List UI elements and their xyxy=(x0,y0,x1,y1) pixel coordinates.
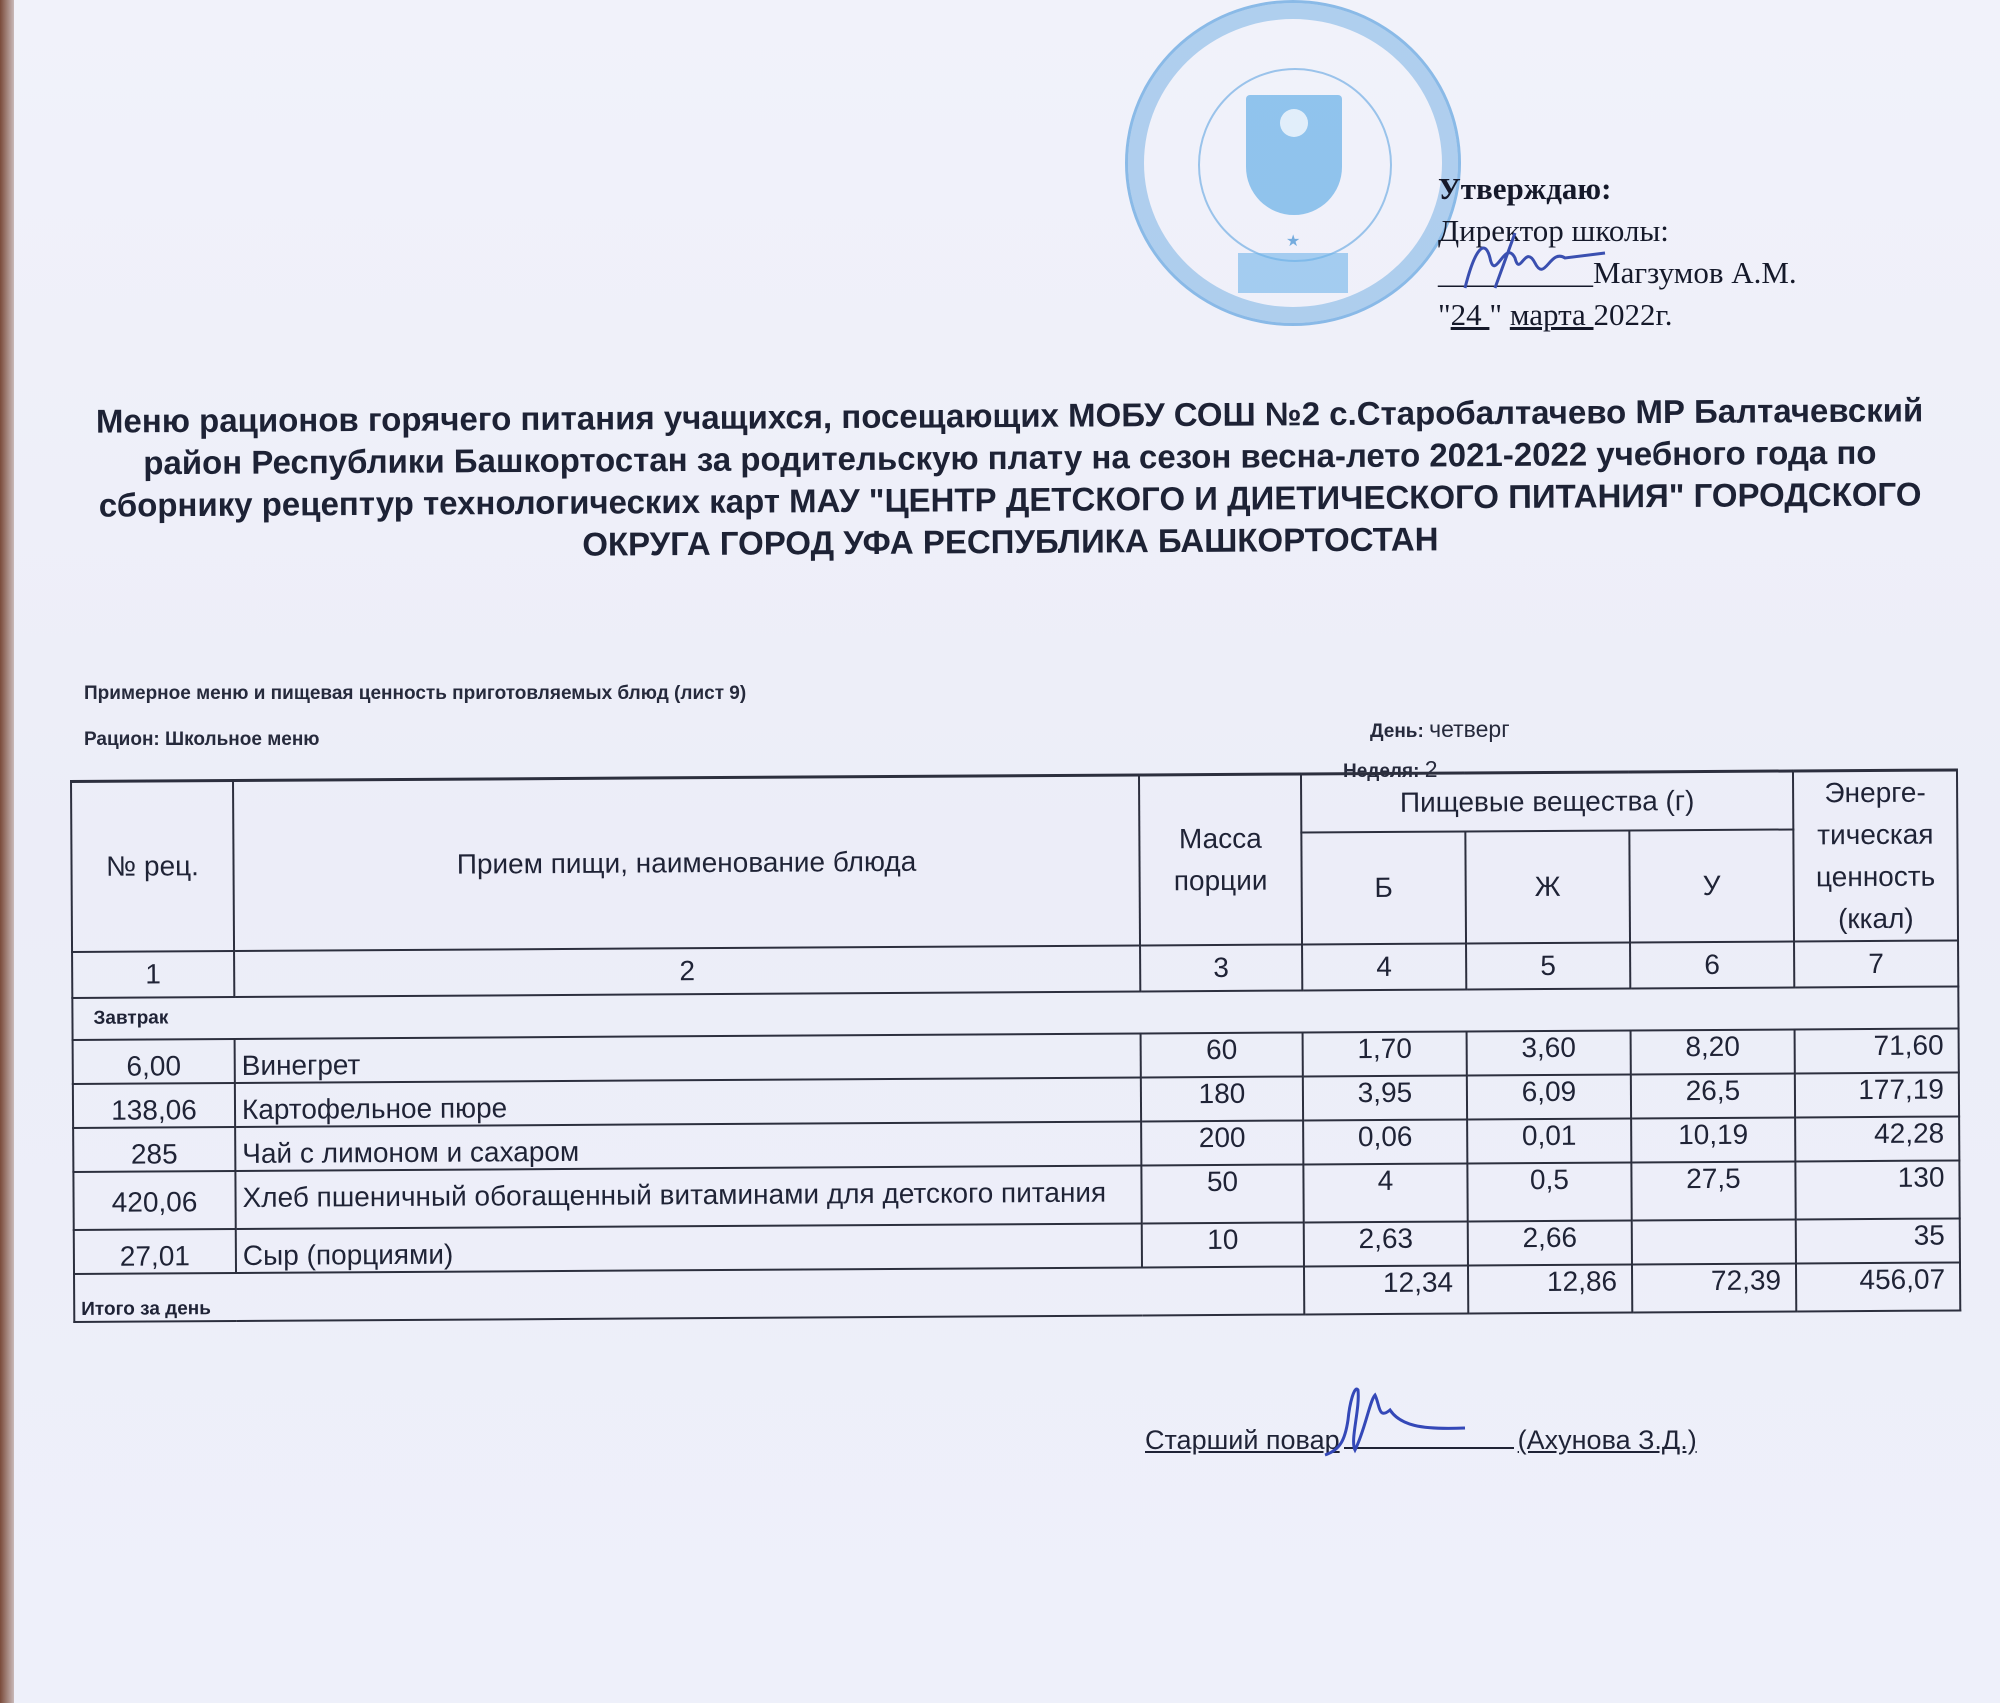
day-value: четверг xyxy=(1429,716,1510,742)
date-day: 24 xyxy=(1450,297,1490,332)
star-icon: ★ xyxy=(1286,233,1301,250)
cook-name: (Ахунова З.Д.) xyxy=(1517,1425,1697,1455)
day-label: День: xyxy=(1370,721,1424,742)
portion-mass: 60 xyxy=(1141,1032,1303,1077)
cook-signature-icon xyxy=(1320,1380,1470,1460)
energy-value: 42,28 xyxy=(1795,1116,1959,1161)
stamp-ink-block xyxy=(1238,253,1348,293)
signature-blank: __________ xyxy=(1438,255,1593,290)
protein-value: 1,70 xyxy=(1303,1031,1467,1076)
total-carbs: 72,39 xyxy=(1632,1263,1796,1312)
week-value: 2 xyxy=(1424,756,1438,782)
recipe-code: 138,06 xyxy=(73,1083,235,1128)
carbs-value xyxy=(1632,1219,1796,1264)
section-breakfast: Завтрак xyxy=(72,986,1958,1040)
portion-mass: 180 xyxy=(1141,1076,1303,1121)
photo-background-edge xyxy=(0,0,14,1703)
energy-value: 35 xyxy=(1796,1218,1960,1263)
day-field xyxy=(1370,716,1510,743)
dish-name: Картофельное пюре xyxy=(235,1077,1141,1127)
fat-value: 0,01 xyxy=(1467,1118,1631,1163)
dish-name: Чай с лимоном и сахаром xyxy=(235,1121,1141,1171)
round-seal-stamp xyxy=(1125,0,1461,326)
total-row xyxy=(74,1262,1960,1322)
date-month: марта xyxy=(1509,297,1594,332)
portion-mass: 10 xyxy=(1142,1222,1304,1267)
dish-name: Сыр (порциями) xyxy=(236,1223,1142,1273)
recipe-code: 285 xyxy=(73,1127,235,1172)
recipe-code: 420,06 xyxy=(73,1171,235,1230)
portion-mass: 200 xyxy=(1141,1120,1303,1165)
energy-value: 130 xyxy=(1795,1160,1959,1219)
recipe-code: 6,00 xyxy=(73,1039,235,1084)
col-number: 5 xyxy=(1466,942,1630,989)
dish-name: Винегрет xyxy=(235,1033,1141,1083)
total-label: Итого за день xyxy=(74,1266,1304,1322)
protein-value: 4 xyxy=(1303,1163,1467,1222)
col-number: 2 xyxy=(234,945,1140,997)
header-protein: Б xyxy=(1301,831,1466,944)
recipe-code: 27,01 xyxy=(74,1229,236,1274)
total-energy: 456,07 xyxy=(1796,1262,1960,1311)
approval-date xyxy=(1438,294,1797,336)
col-number: 7 xyxy=(1794,940,1958,987)
header-dish: Прием пищи, наименование блюда xyxy=(233,775,1140,951)
total-protein: 12,34 xyxy=(1304,1265,1468,1314)
protein-value: 3,95 xyxy=(1303,1075,1467,1120)
carbs-value: 27,5 xyxy=(1631,1161,1795,1220)
approval-heading: Утверждаю: xyxy=(1438,171,1612,206)
header-recipe-no: № рец. xyxy=(71,781,234,952)
date-quote-close: " xyxy=(1489,297,1510,332)
col-number: 6 xyxy=(1630,941,1794,988)
fat-value: 0,5 xyxy=(1467,1162,1631,1221)
header-energy: Энерге-тическая ценность (ккал) xyxy=(1793,770,1958,941)
col-number: 3 xyxy=(1140,944,1302,991)
director-signature-icon xyxy=(1455,228,1615,298)
sheet-subtitle: Примерное меню и пищевая ценность приготовляемых блюд (лист 9) xyxy=(84,683,747,704)
total-fat: 12,86 xyxy=(1468,1264,1632,1313)
header-nutrients: Пищевые вещества (г) xyxy=(1301,771,1793,833)
col-number: 1 xyxy=(72,951,234,998)
date-quote-open: " xyxy=(1438,297,1451,332)
ration-label: Рацион: Школьное меню xyxy=(84,729,320,750)
fat-value: 6,09 xyxy=(1467,1074,1631,1119)
portion-mass: 50 xyxy=(1141,1164,1303,1223)
document-title: Меню рационов горячего питания учащихся, посещающих МОБУ СОШ №2 с.Старобалтачево МР Балтачевский район Республики Башкортостан за родительскую плату на сезон весна-лето 2021-2022 учебного года по сборнику рецептур технологических карт МАУ "ЦЕНТР ДЕТСКОГО И ДИЕТИЧЕСКОГО ПИТАНИЯ" ГОРОДСКОГО ОКРУГА ГОРОД УФА РЕСПУБЛИКА БАШКОРТОСТАН xyxy=(95,391,1924,563)
approval-position: Директор школы: xyxy=(1438,213,1669,248)
dish-name: Хлеб пшеничный обогащенный витаминами для детского питания xyxy=(235,1165,1141,1229)
coat-of-arms-icon xyxy=(1246,95,1342,215)
date-year: 2022г. xyxy=(1593,297,1673,332)
week-label: Неделя: xyxy=(1343,761,1420,782)
director-name: Магзумов А.М. xyxy=(1593,255,1797,290)
carbs-value: 26,5 xyxy=(1631,1073,1795,1118)
protein-value: 0,06 xyxy=(1303,1119,1467,1164)
carbs-value: 10,19 xyxy=(1631,1117,1795,1162)
cook-role: Старший повар xyxy=(1145,1425,1340,1455)
header-carbs: У xyxy=(1629,829,1794,942)
protein-value: 2,63 xyxy=(1304,1221,1468,1266)
fat-value: 3,60 xyxy=(1467,1030,1631,1075)
header-portion: Масса порции xyxy=(1139,774,1302,945)
energy-value: 177,19 xyxy=(1795,1072,1959,1117)
energy-value: 71,60 xyxy=(1795,1028,1959,1073)
carbs-value: 8,20 xyxy=(1631,1029,1795,1074)
fat-value: 2,66 xyxy=(1468,1220,1632,1265)
menu-table xyxy=(70,768,1961,1323)
header-fat: Ж xyxy=(1465,830,1630,943)
col-number: 4 xyxy=(1302,943,1466,990)
